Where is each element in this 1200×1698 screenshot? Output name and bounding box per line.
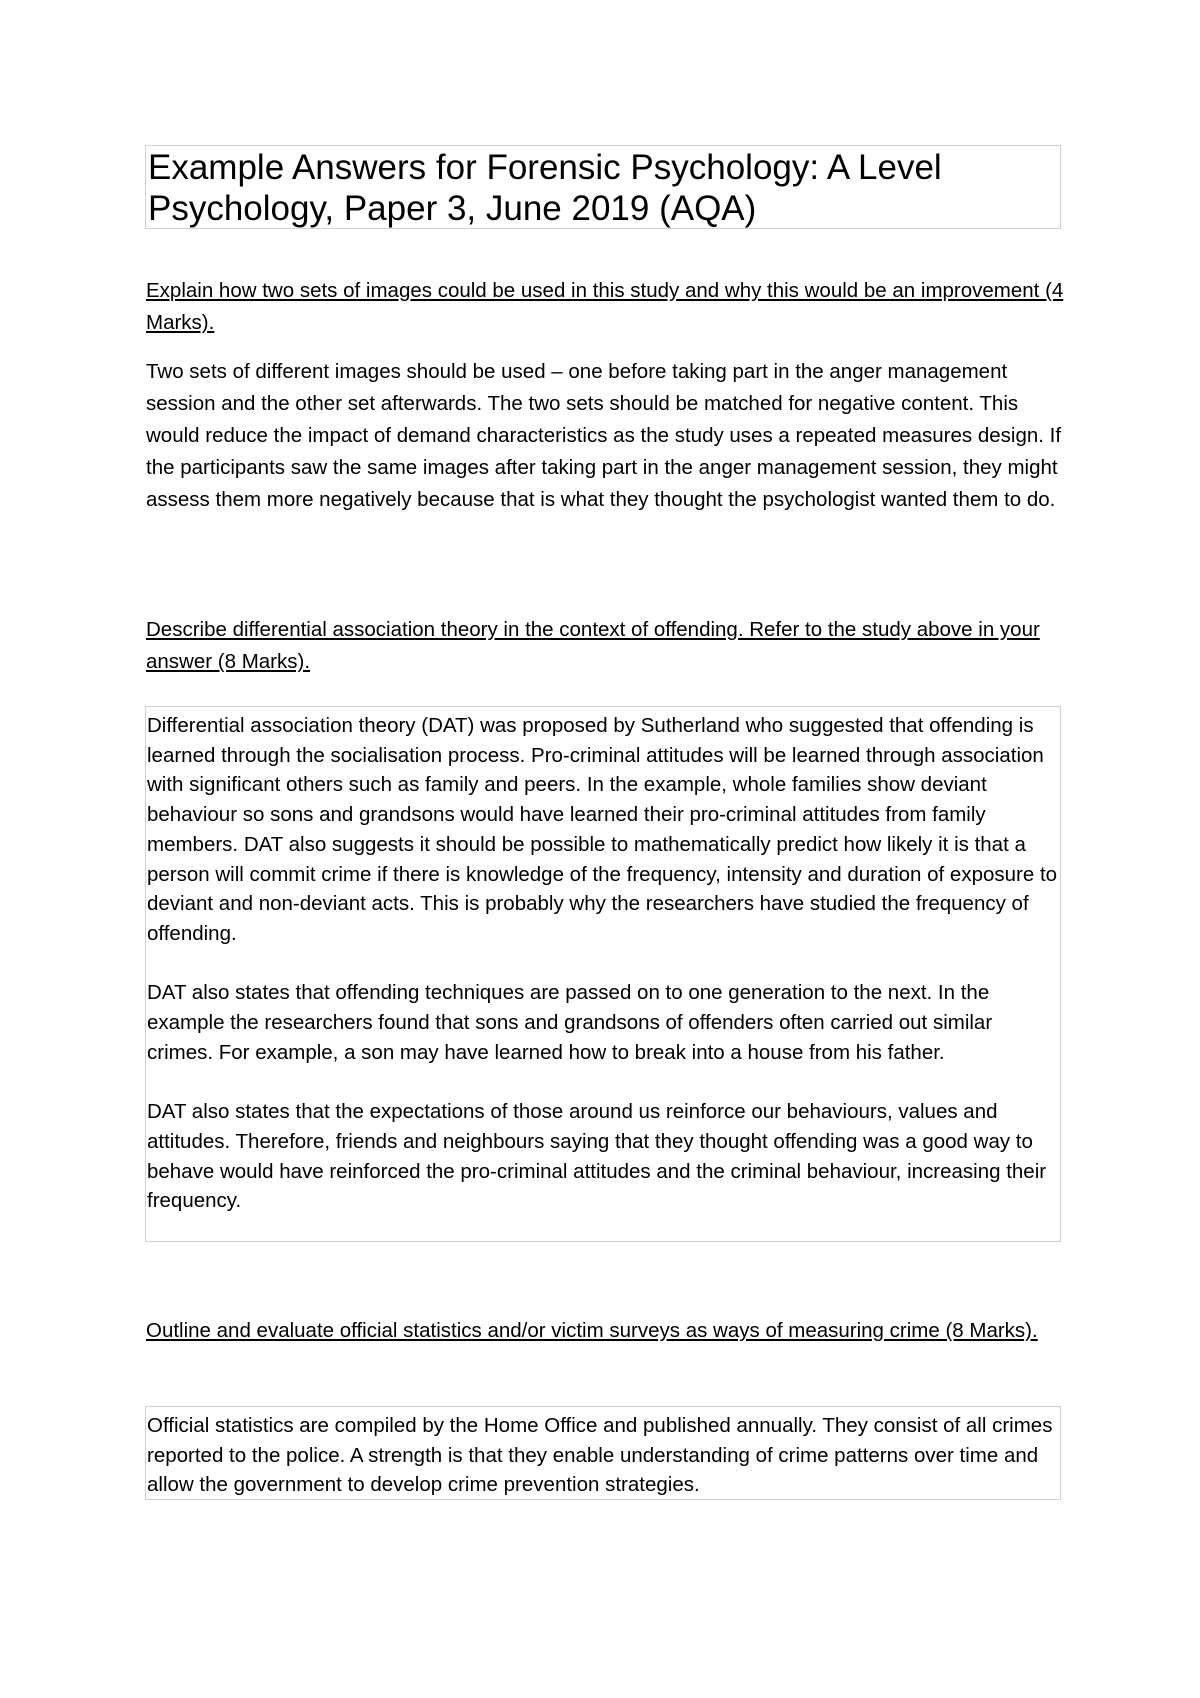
document-title bbox=[148, 147, 1058, 229]
answer-2-paragraph-2: DAT also states that offending techniques are passed on to one generation to the next. In the example the researchers found that sons and grandsons of offenders often carried out similar crimes. For example, a son may have learned how to break into a house from his father. bbox=[147, 981, 993, 1064]
answer-3-paragraph-1: Official statistics are compiled by the Home Office and published annually. They consist of all crimes reported to the police. A strength is that they enable understanding of crime patterns over time and allow the government to develop crime prevention strategies. bbox=[147, 1414, 1053, 1497]
question-3: Outline and evaluate official statistics and/or victim surveys as ways of measuring crime (8 Marks). bbox=[146, 1319, 1038, 1342]
answer-2-box bbox=[145, 706, 1061, 1242]
answer-1: Two sets of different images should be used – one before taking part in the anger management session and the other set afterwards. The two sets should be matched for negative content. This would reduce the impact of demand characteristics as the study uses a repeated measures design. If the participants saw the same images after taking part in the anger management session, they might assess them more negatively because that is what they thought the psychologist wanted them to do. bbox=[146, 360, 1062, 511]
question-2: Describe differential association theory in the context of offending. Refer to the study above in your answer (8 Marks). bbox=[146, 618, 1040, 673]
title-box bbox=[145, 145, 1061, 229]
answer-2-paragraph-3: DAT also states that the expectations of those around us reinforce our behaviours, values and attitudes. Therefore, friends and neighbours saying that they thought offending was a good way to behave would have reinforced the pro-criminal attitudes and the criminal behaviour, increasing their frequency. bbox=[147, 1100, 1047, 1213]
answer-3-box bbox=[145, 1406, 1061, 1500]
answer-2-paragraph-1: Differential association theory (DAT) was proposed by Sutherland who suggested that offending is learned through the socialisation process. Pro-criminal attitudes will be learned through association with significant others such as family and peers. In the example, whole families show deviant behaviour so sons and grandsons would have learned their pro-criminal attitudes from family members. DAT also suggests it should be possible to mathematically predict how likely it is that a person will commit crime if there is knowledge of the frequency, intensity and duration of exposure to deviant and non-deviant acts. This is probably why the researchers have studied the frequency of offending. bbox=[147, 714, 1058, 945]
question-1: Explain how two sets of images could be used in this study and why this would be an improvement (4 Marks). bbox=[146, 279, 1064, 334]
title-text: Example Answers for Forensic Psychology: A Level Psychology, Paper 3, June 2019 (AQA) bbox=[148, 148, 942, 228]
